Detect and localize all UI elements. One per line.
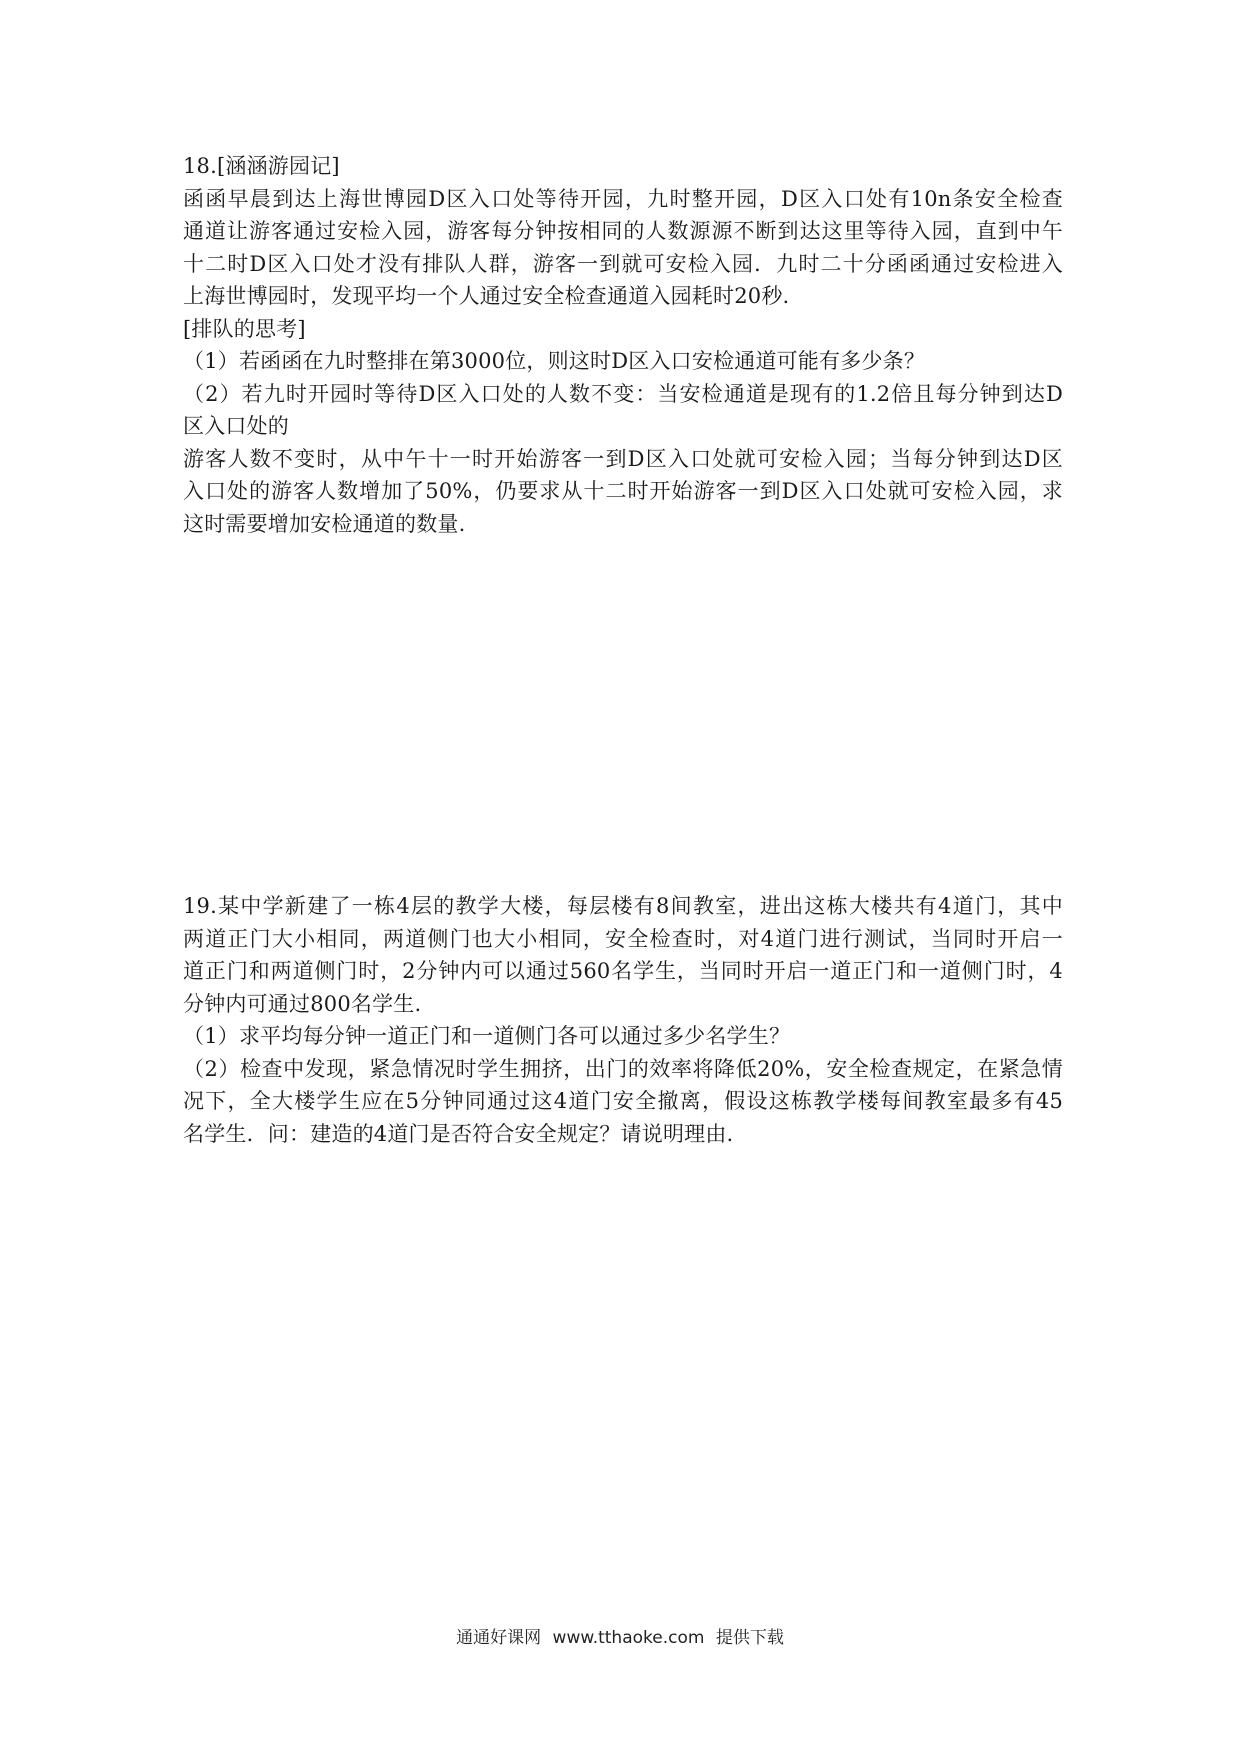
problem-18-subheading: [排队的思考] — [183, 316, 306, 341]
problem-19-text-line: 名学生．问：建造的4道门是否符合安全规定？请说明理由. — [183, 1121, 734, 1146]
footer-url-link[interactable]: www.tthaoke.com — [552, 1628, 705, 1648]
problem-18-text-line: 游客人数不变时，从中午十一时开始游客一到D区入口处就可安检入园；当每分钟到达D区 — [183, 446, 1063, 471]
page-footer — [0, 1626, 1240, 1650]
problem-18-text-line: 这时需要增加安检通道的数量. — [183, 511, 466, 536]
problem-18-question-2: （2）若九时开园时等待D区入口处的人数不变：当安检通道是现有的1.2倍且每分钟到达D — [183, 381, 1063, 406]
problem-19 — [183, 890, 1063, 1150]
footer-download-text: 提供下载 — [715, 1628, 784, 1648]
problem-18-text-line: 入口处的游客人数增加了50%，仍要求从十二时开始游客一到D区入口处就可安检入园，求 — [183, 479, 1063, 503]
problem-19-question-2: （2）检查中发现，紧急情况时学生拥挤，出门的效率将降低20%，安全检查规定，在紧急情 — [183, 1056, 1063, 1081]
problem-18-text-line: 区入口处的 — [183, 414, 289, 438]
problem-19-question-1: （1）求平均每分钟一道正门和一道侧门各可以通过多少名学生？ — [183, 1024, 791, 1048]
problem-18-text-line: 函函早晨到达上海世博园D区入口处等待开园，九时整开园，D区入口处有10n条安全检查 — [183, 186, 1063, 211]
problem-19-text-line: 况下，全大楼学生应在5分钟同通过这4道门安全撤离，假设这栋教学楼每间教室最多有45 — [183, 1089, 1063, 1113]
problem-18-text-line: 上海世博园时，发现平均一个人通过安全检查通道入园耗时20秒. — [183, 284, 790, 308]
problem-18-title: 18.[涵涵游园记] — [183, 154, 340, 178]
problem-19-text-line: 两道正门大小相同，两道侧门也大小相同，安全检查时，对4道门进行测试，当同时开启一 — [183, 926, 1063, 951]
problem-18-text-line: 十二时D区入口处才没有排队人群，游客一到就可安检入园．九时二十分函函通过安检进入 — [183, 251, 1063, 276]
problem-18 — [183, 150, 1063, 540]
footer-site-name: 通通好课网 — [456, 1628, 542, 1648]
problem-19-text-line: 道正门和两道侧门时，2分钟内可以通过560名学生，当同时开启一道正门和一道侧门时，4 — [183, 959, 1063, 983]
problem-18-text-line: 通道让游客通过安检入园，游客每分钟按相同的人数源源不断到达这里等待入园，直到中午 — [183, 219, 1063, 243]
problem-19-text-line: 19.某中学新建了一栋4层的教学大楼，每层楼有8间教室，进出这栋大楼共有4道门，其中 — [183, 894, 1063, 918]
problem-18-question-1: （1）若函函在九时整排在第3000位，则这时D区入口安检通道可能有多少条？ — [183, 349, 926, 373]
problem-19-text-line: 分钟内可通过800名学生. — [183, 991, 422, 1016]
